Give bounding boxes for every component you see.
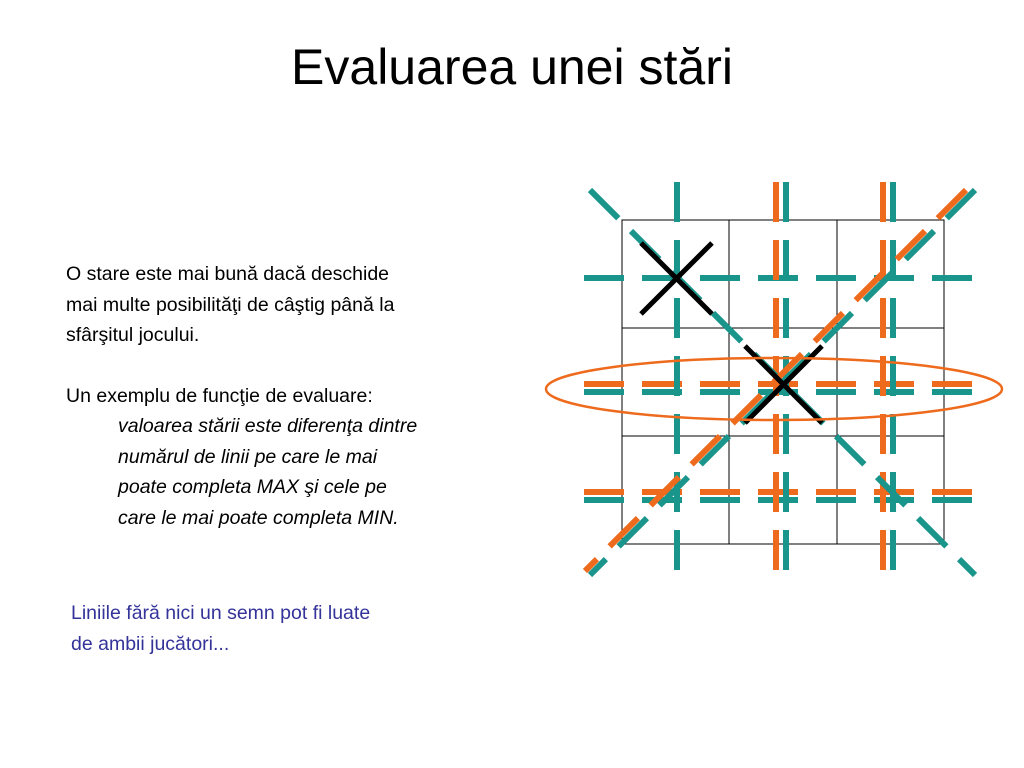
evaluation-line-4: care le mai poate completa MIN. <box>118 506 399 529</box>
slide-title: Evaluarea unei stări <box>291 39 733 95</box>
paragraph-1-line-1: O stare este mai bună dacă deschide <box>66 263 390 285</box>
possible-lines <box>584 182 982 578</box>
note-line-2: de ambii jucători... <box>71 632 230 655</box>
evaluation-line-3: poate completa MAX şi cele pe <box>118 476 387 498</box>
evaluation-intro: Un exemplu de funcţie de evaluare: <box>66 384 373 407</box>
note-line-1: Liniile fără nici un semn pot fi luate <box>71 602 371 624</box>
evaluation-line-1: valoarea stării este diferenţa dintre <box>118 415 418 437</box>
paragraph-1-line-2: mai multe posibilităţi de câştig până la <box>66 293 395 316</box>
paragraph-1-line-3: sfârşitul jocului. <box>66 324 200 346</box>
evaluation-line-2: numărul de linii pe care le mai <box>118 445 378 468</box>
